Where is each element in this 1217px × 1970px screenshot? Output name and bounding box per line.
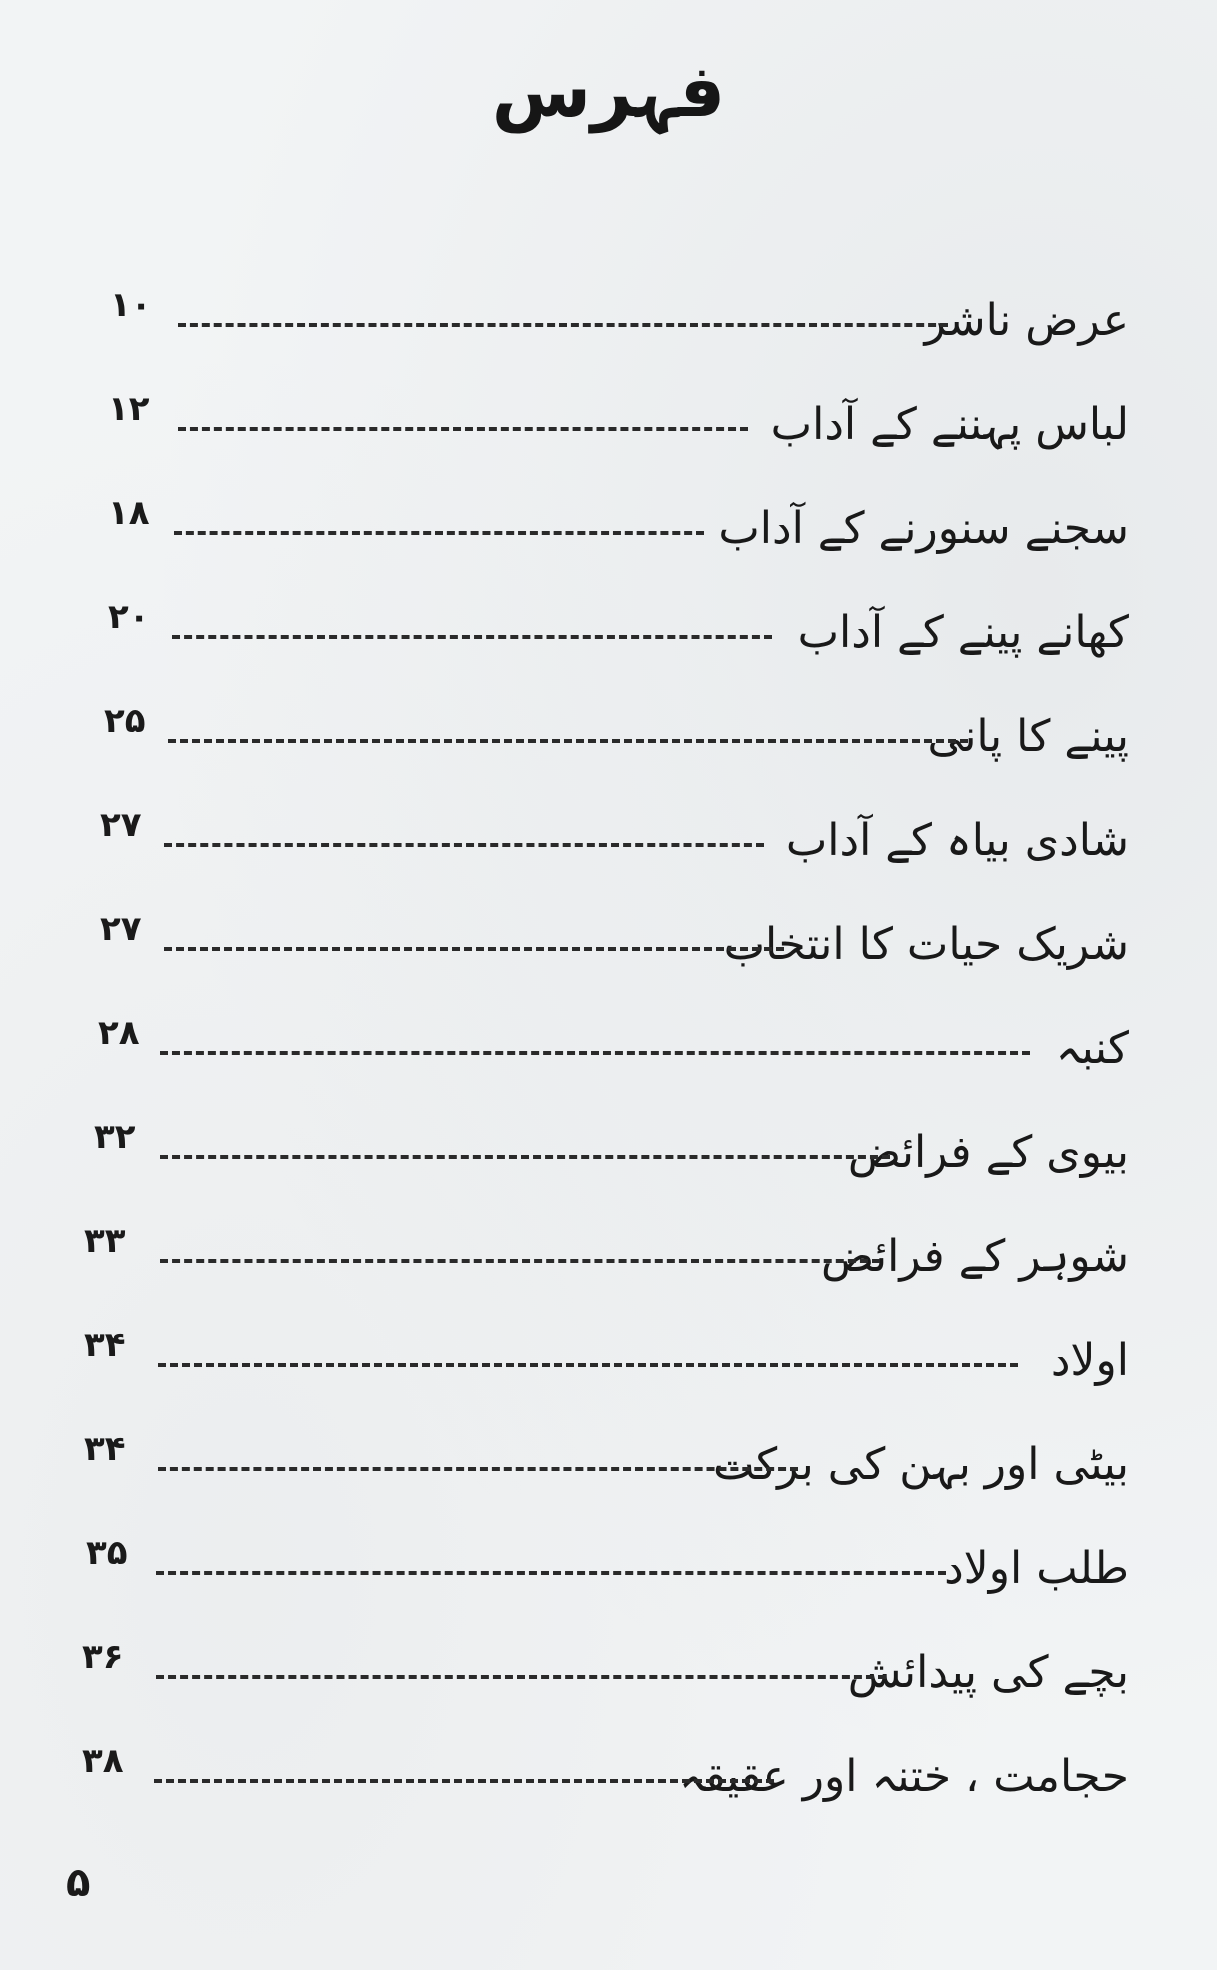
toc-page-number: ۳۴ <box>84 1325 126 1365</box>
page-title: فہرس <box>491 49 726 133</box>
dotted-leader <box>168 739 968 743</box>
toc-row <box>0 1523 1217 1627</box>
dotted-leader <box>172 635 772 639</box>
toc-entry-title: لباس پہننے کے آداب <box>770 399 1129 450</box>
toc-page-number: ۲۰ <box>108 597 150 637</box>
toc-entry-title: اولاد <box>1050 1335 1129 1386</box>
dotted-leader <box>160 1259 880 1263</box>
page-folio-number: ۵ <box>66 1860 91 1906</box>
toc-entry-title: عرض ناشر <box>924 295 1129 346</box>
toc-entry-title: بیوی کے فرائض <box>847 1127 1129 1178</box>
toc-entry-title: حجامت ، ختنہ اور عقیقہ <box>678 1751 1129 1802</box>
dotted-leader <box>154 1779 774 1783</box>
toc-page-number: ۲۵ <box>104 701 146 741</box>
toc-page-number: ۲۸ <box>98 1013 140 1053</box>
dotted-leader <box>158 1467 798 1471</box>
toc-page-number: ۱۰ <box>110 285 152 325</box>
toc-page-number: ۱۸ <box>108 493 150 533</box>
toc-row <box>0 1211 1217 1315</box>
dotted-leader <box>156 1571 946 1575</box>
toc-entry-title: شادی بیاہ کے آداب <box>785 815 1129 866</box>
toc-row <box>0 899 1217 1003</box>
toc-row <box>0 275 1217 379</box>
toc-row <box>0 379 1217 483</box>
dotted-leader <box>178 323 948 327</box>
dotted-leader <box>178 427 748 431</box>
toc-entry-title: شوہر کے فرائض <box>820 1231 1129 1282</box>
toc-row <box>0 1315 1217 1419</box>
toc-entry-title: طلب اولاد <box>944 1543 1129 1594</box>
toc-page-number: ۲۷ <box>100 909 142 949</box>
toc-entry-title: بچے کی پیدائش <box>847 1647 1129 1698</box>
dotted-leader <box>160 1155 890 1159</box>
dotted-leader <box>164 843 764 847</box>
toc-entry-title: کنبہ <box>1055 1023 1129 1074</box>
dotted-leader <box>174 531 704 535</box>
toc-page-number: ۳۳ <box>84 1221 126 1261</box>
toc-entry-title: کھانے پینے کے آداب <box>797 607 1129 658</box>
toc-row <box>0 795 1217 899</box>
dotted-leader <box>160 1051 1030 1055</box>
toc-row <box>0 587 1217 691</box>
toc-row <box>0 1627 1217 1731</box>
dotted-leader <box>164 947 784 951</box>
toc-page-number: ۳۲ <box>94 1117 136 1157</box>
toc-entry-title: پینے کا پانی <box>927 711 1129 762</box>
toc-row <box>0 1107 1217 1211</box>
toc-page-number: ۳۸ <box>82 1741 124 1781</box>
toc-page-number: ۲۷ <box>100 805 142 845</box>
toc-entry-title: بیٹی اور بہن کی برکت <box>713 1439 1129 1490</box>
toc-row <box>0 1003 1217 1107</box>
toc-row <box>0 483 1217 587</box>
toc-page-number: ۱۲ <box>108 389 150 429</box>
table-of-contents <box>0 275 1217 1835</box>
toc-page-number: ۳۵ <box>86 1533 128 1573</box>
toc-row <box>0 1419 1217 1523</box>
toc-entry-title: شریک حیات کا انتخاب <box>723 919 1129 970</box>
dotted-leader <box>156 1675 886 1679</box>
toc-page-number: ۳۴ <box>84 1429 126 1469</box>
dotted-leader <box>158 1363 1018 1367</box>
toc-page-number: ۳۶ <box>82 1637 124 1677</box>
toc-row <box>0 691 1217 795</box>
toc-row <box>0 1731 1217 1835</box>
toc-entry-title: سجنے سنورنے کے آداب <box>718 503 1129 554</box>
